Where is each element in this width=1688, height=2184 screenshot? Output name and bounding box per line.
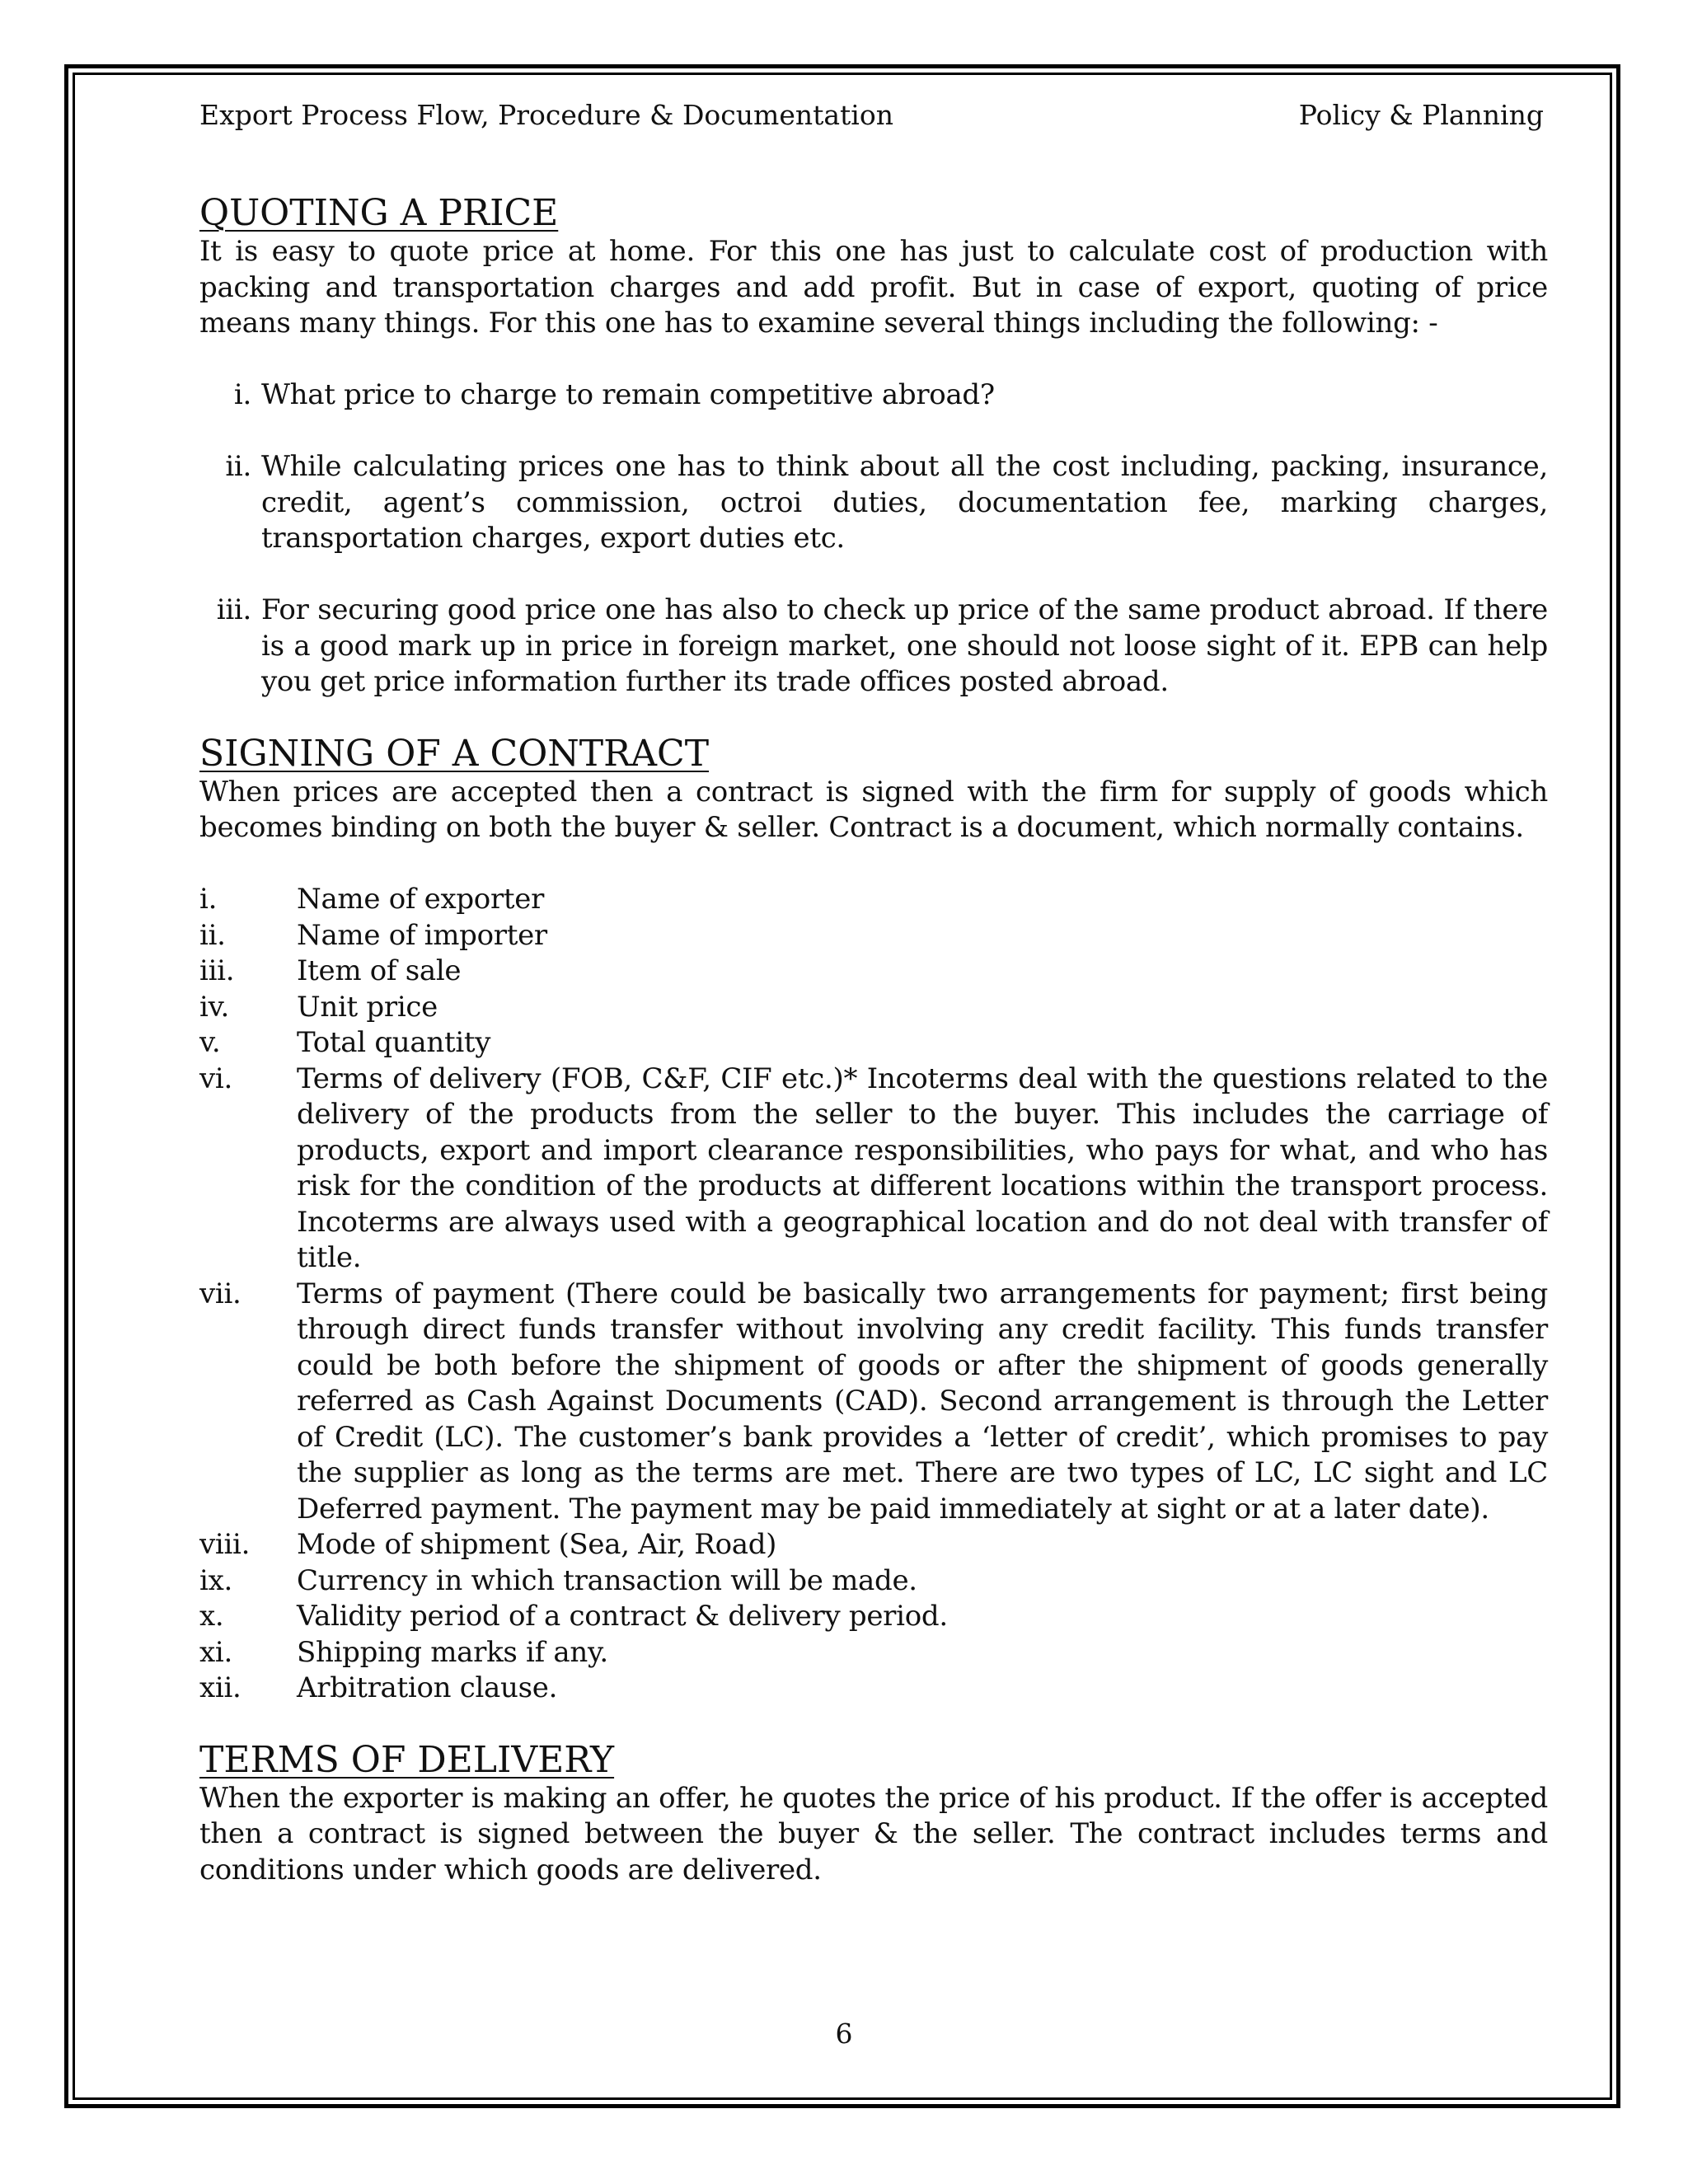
list-item-text: Total quantity <box>297 1026 491 1059</box>
list-item-number: vi. <box>199 1062 232 1095</box>
list-item-text: Mode of shipment (Sea, Air, Road) <box>297 1528 777 1561</box>
list-item <box>199 1599 1548 1635</box>
list-item-number: iv. <box>199 990 229 1024</box>
section-terms-of-delivery <box>199 1740 1548 1889</box>
heading-signing-of-a-contract: SIGNING OF A CONTRACT <box>199 732 710 775</box>
list-item-number: iii. <box>199 954 235 987</box>
heading-quoting-a-price: QUOTING A PRICE <box>199 192 559 234</box>
list-item-number: xi. <box>199 1635 232 1669</box>
list-item-text: Terms of payment (There could be basically two arrangements for payment; first being through direct funds transfer without involving any credit facility. This funds transfer could be both before the shipment of goods or after the shipment of goods generally referred as Cash Against Documents (CAD). Second arrangement is through the Letter of Credit (LC). The customer’s bank provides a ‘letter of credit’, which promises to pay the supplier as long as the terms are met. There are two types of LC, LC sight and LC Deferred payment. The payment may be paid immediately at sight or at a later date). <box>297 1277 1548 1526</box>
list-item <box>199 593 1548 701</box>
list-item-number: i. <box>199 883 218 916</box>
list-item <box>199 1062 1548 1277</box>
list-item <box>199 1277 1548 1528</box>
list-item-text: Shipping marks if any. <box>297 1635 608 1669</box>
heading-terms-of-delivery: TERMS OF DELIVERY <box>199 1738 615 1781</box>
section-signing-of-a-contract <box>199 733 1548 1707</box>
list-item-text: Name of exporter <box>297 883 545 916</box>
list-item-number: iii. <box>216 593 251 626</box>
list-item <box>199 990 1548 1026</box>
running-header <box>199 91 1548 140</box>
list-item-number: i. <box>233 378 251 411</box>
paragraph-quoting-intro: It is easy to quote price at home. For this one has just to calculate cost of production with packing and transportation charges and add profit. But in case of export, quoting of price means many things. For this one has to examine several things including the following: - <box>199 235 1548 340</box>
list-contract-contents <box>199 882 1548 1707</box>
page-content <box>199 91 1548 1888</box>
list-item <box>199 1025 1548 1062</box>
list-item-number: x. <box>199 1600 224 1633</box>
list-item-text: Terms of delivery (FOB, C&F, CIF etc.)* Incoterms deal with the questions related to the delivery of the products from the seller to the buyer. This includes the carriage of products, export and import clearance responsibilities, who pays for what, and who has risk for the condition of the products at different locations within the transport process. Incoterms are always used with a geographical location and do not deal with transfer of title. <box>297 1062 1548 1274</box>
list-item-text: What price to charge to remain competitive abroad? <box>261 378 995 411</box>
list-item-text: While calculating prices one has to think about all the cost including, packing, insurance, credit, agent’s commission, octroi duties, documentation fee, marking charges, transportation charges, export duties etc. <box>261 450 1548 555</box>
list-item-text: Arbitration clause. <box>297 1671 558 1704</box>
list-item-text: For securing good price one has also to check up price of the same product abroad. If there is a good mark up in price in foreign market, one should not loose sight of it. EPB can help you get price information further its trade offices posted abroad. <box>261 593 1548 698</box>
list-item-number: v. <box>199 1026 221 1059</box>
list-item-text: Unit price <box>297 990 438 1024</box>
paragraph-contract-intro: When prices are accepted then a contract is signed with the firm for supply of goods which becomes binding on both the buyer & seller. Contract is a document, which normally contains. <box>199 775 1548 844</box>
list-item <box>199 377 1548 414</box>
list-item <box>199 1671 1548 1707</box>
section-quoting-a-price <box>199 193 1548 701</box>
list-item <box>199 1563 1548 1600</box>
list-item-number: ii. <box>199 918 226 952</box>
list-item-number: viii. <box>199 1528 251 1561</box>
list-item <box>199 1635 1548 1671</box>
list-item <box>199 1527 1548 1563</box>
list-item-text: Currency in which transaction will be made. <box>297 1563 917 1597</box>
list-item <box>199 954 1548 990</box>
list-item-number: xii. <box>199 1671 241 1704</box>
list-item-number: ix. <box>199 1563 232 1597</box>
list-item <box>199 449 1548 557</box>
list-item <box>199 918 1548 954</box>
list-item-text: Name of importer <box>297 918 547 952</box>
list-item-number: vii. <box>199 1277 241 1310</box>
paragraph-delivery-intro: When the exporter is making an offer, he quotes the price of his product. If the offer is accepted then a contract is signed between the buyer & the seller. The contract includes terms and conditions under which goods are delivered. <box>199 1781 1548 1886</box>
list-quoting-considerations <box>199 377 1548 701</box>
header-section-title: Policy & Planning <box>1298 99 1544 131</box>
list-item-text: Validity period of a contract & delivery period. <box>297 1600 948 1633</box>
header-document-title: Export Process Flow, Procedure & Documentation <box>199 99 893 131</box>
list-item <box>199 882 1548 918</box>
list-item-text: Item of sale <box>297 954 462 987</box>
page-number: 6 <box>835 2018 853 2050</box>
list-item-number: ii. <box>225 450 251 483</box>
